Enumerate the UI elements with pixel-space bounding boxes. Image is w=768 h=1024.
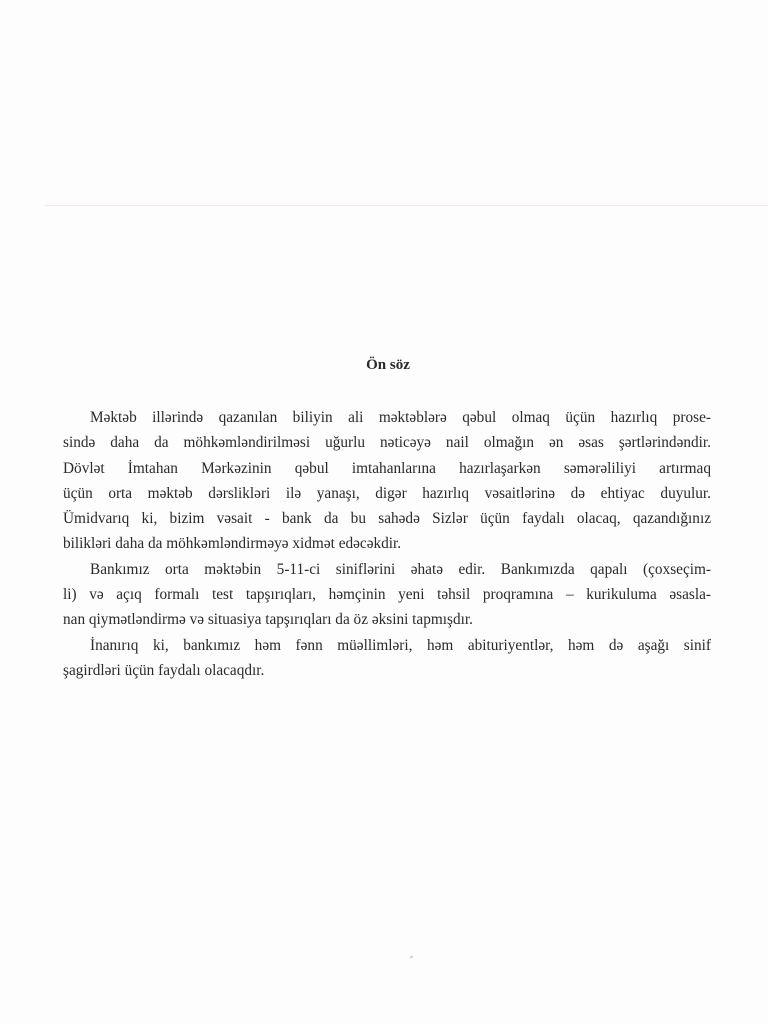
- text-line: Məktəb illərində qazanılan biliyin ali məktəblərə qəbul olmaq üçün hazırlıq prose-: [90, 409, 711, 426]
- paragraph-1: [63, 405, 711, 557]
- text-line: li) və açıq formalı test tapşırıqları, həmçinin yeni təhsil proqramına – kurikuluma əsasla-: [63, 586, 711, 604]
- scan-speck: [410, 955, 414, 958]
- page-title: Ön söz: [366, 357, 410, 373]
- text-line: Dövlət İmtahan Mərkəzinin qəbul imtahanlarına hazırlaşarkən səmərəliliyi artırmaq: [63, 459, 711, 477]
- text-line: Bankımız orta məktəbin 5-11-ci siniflərini əhatə edir. Bankımızda qapalı (çoxseçim-: [90, 560, 711, 578]
- paragraph-2: [63, 557, 711, 633]
- text-line: üçün orta məktəb dərslikləri ilə yanaşı, digər hazırlıq vəsaitlərinə də ehtiyac duyulur.: [63, 484, 711, 502]
- paragraph-3: [63, 633, 711, 684]
- text-line: sində daha da möhkəmləndirilməsi uğurlu nəticəyə nail olmağın ən əsas şərtlərindəndir.: [63, 434, 711, 452]
- preface-body: [63, 405, 711, 683]
- text-line: bilikləri daha da möhkəmləndirməyə xidmət edəcəkdir.: [63, 535, 402, 553]
- text-line: nan qiymətləndirmə və situasiya tapşırıqları da öz əksini tapmışdır.: [63, 611, 473, 629]
- text-line: İnanırıq ki, bankımız həm fənn müəllimləri, həm abituriyentlər, həm də aşağı sinif: [90, 636, 711, 654]
- scan-crease-line: [45, 205, 768, 206]
- text-line: şagirdləri üçün faydalı olacaqdır.: [63, 661, 265, 679]
- text-line: Ümidvarıq ki, bizim vəsait - bank da bu sahədə Sizlər üçün faydalı olacaq, qazandığınız: [63, 510, 711, 528]
